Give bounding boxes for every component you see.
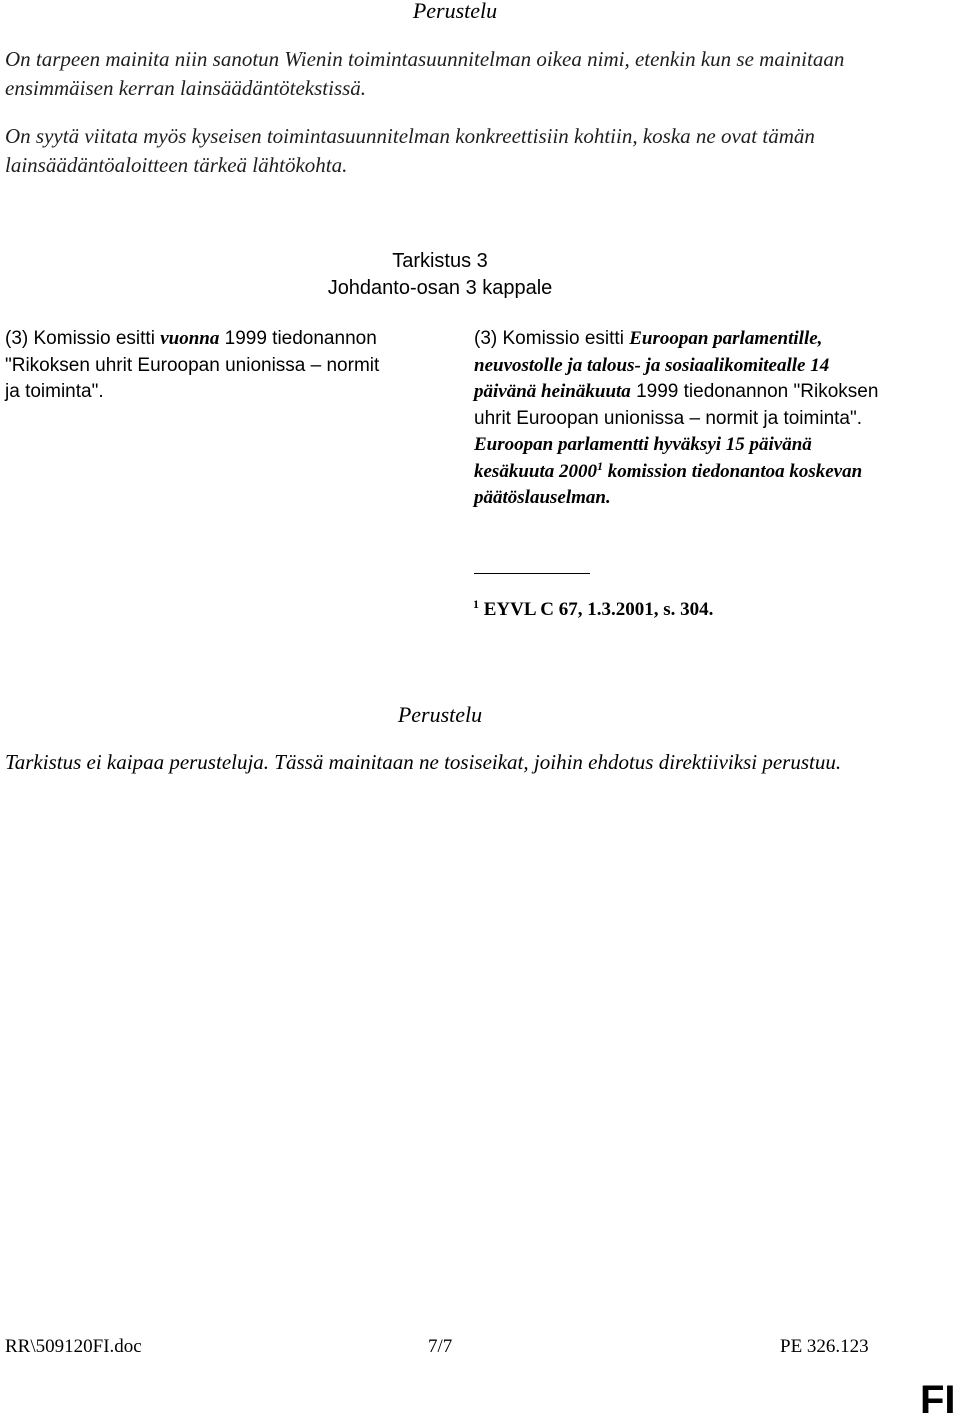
amendment-title-block — [0, 248, 880, 302]
justification-heading-bottom: Perustelu — [397, 702, 483, 727]
footer-reference: PE 326.123 — [780, 1336, 869, 1357]
justification-paragraph-1: On tarpeen mainita niin sanotun Wienin toimintasuunnitelman oikea nimi, etenkin kun se mainitaan ensimmäisen kerran lainsäädäntötekstissä. — [5, 47, 845, 100]
justification-paragraph-2: On syytä viitata myös kyseisen toimintasuunnitelman konkreettisiin kohtiin, koska ne ovat tämän lainsäädäntöaloitteen tärkeä lähtökohta. — [5, 124, 815, 177]
amended-text-emphasis-1: Euroopan parlamentille, neuvostolle ja talous- ja sosiaalikomitealle 14 päivänä heinäkuuta — [474, 328, 830, 402]
original-text-emphasis: vuonna — [160, 328, 220, 349]
amended-text-emphasis-2: Euroopan parlamentti hyväksyi 15 päivänä kesäkuuta 2000 — [474, 434, 812, 482]
amended-text-emphasis-3: komission tiedonantoa koskevan päätöslauselman. — [474, 460, 863, 508]
amendment-subtitle: Johdanto-osan 3 kappale — [327, 277, 553, 299]
justification-paragraph-bottom: Tarkistus ei kaipaa perusteluja. Tässä mainitaan ne tosiseikat, joihin ehdotus direktiiviksi perustuu. — [5, 750, 842, 774]
footnote-reference: 1 — [597, 458, 603, 473]
amended-text-part1: (3) Komissio esitti — [474, 328, 630, 349]
original-text-part1: (3) Komissio esitti — [5, 328, 161, 349]
footnote — [473, 590, 713, 624]
amendment-title: Tarkistus 3 — [392, 250, 488, 272]
amended-text-part3: 1999 tiedonannon "Rikoksen uhrit Euroopan unionissa – normit ja toiminta". — [474, 381, 879, 429]
original-text-part3: 1999 tiedonannon "Rikoksen uhrit Euroopan unionissa – normit ja toiminta". — [5, 328, 380, 402]
footer-doc-name: RR\509120FI.doc — [5, 1336, 142, 1357]
footnote-mark: 1 — [473, 597, 479, 611]
justification-heading-top: Perustelu — [412, 0, 498, 23]
footnote-text: EYVL C 67, 1.3.2001, s. 304. — [479, 599, 714, 620]
footer-page-number: 7/7 — [428, 1336, 453, 1357]
language-code: FI — [920, 1378, 956, 1422]
original-text-column — [5, 326, 385, 406]
footnote-separator — [474, 573, 590, 574]
amended-text-column — [474, 326, 894, 512]
